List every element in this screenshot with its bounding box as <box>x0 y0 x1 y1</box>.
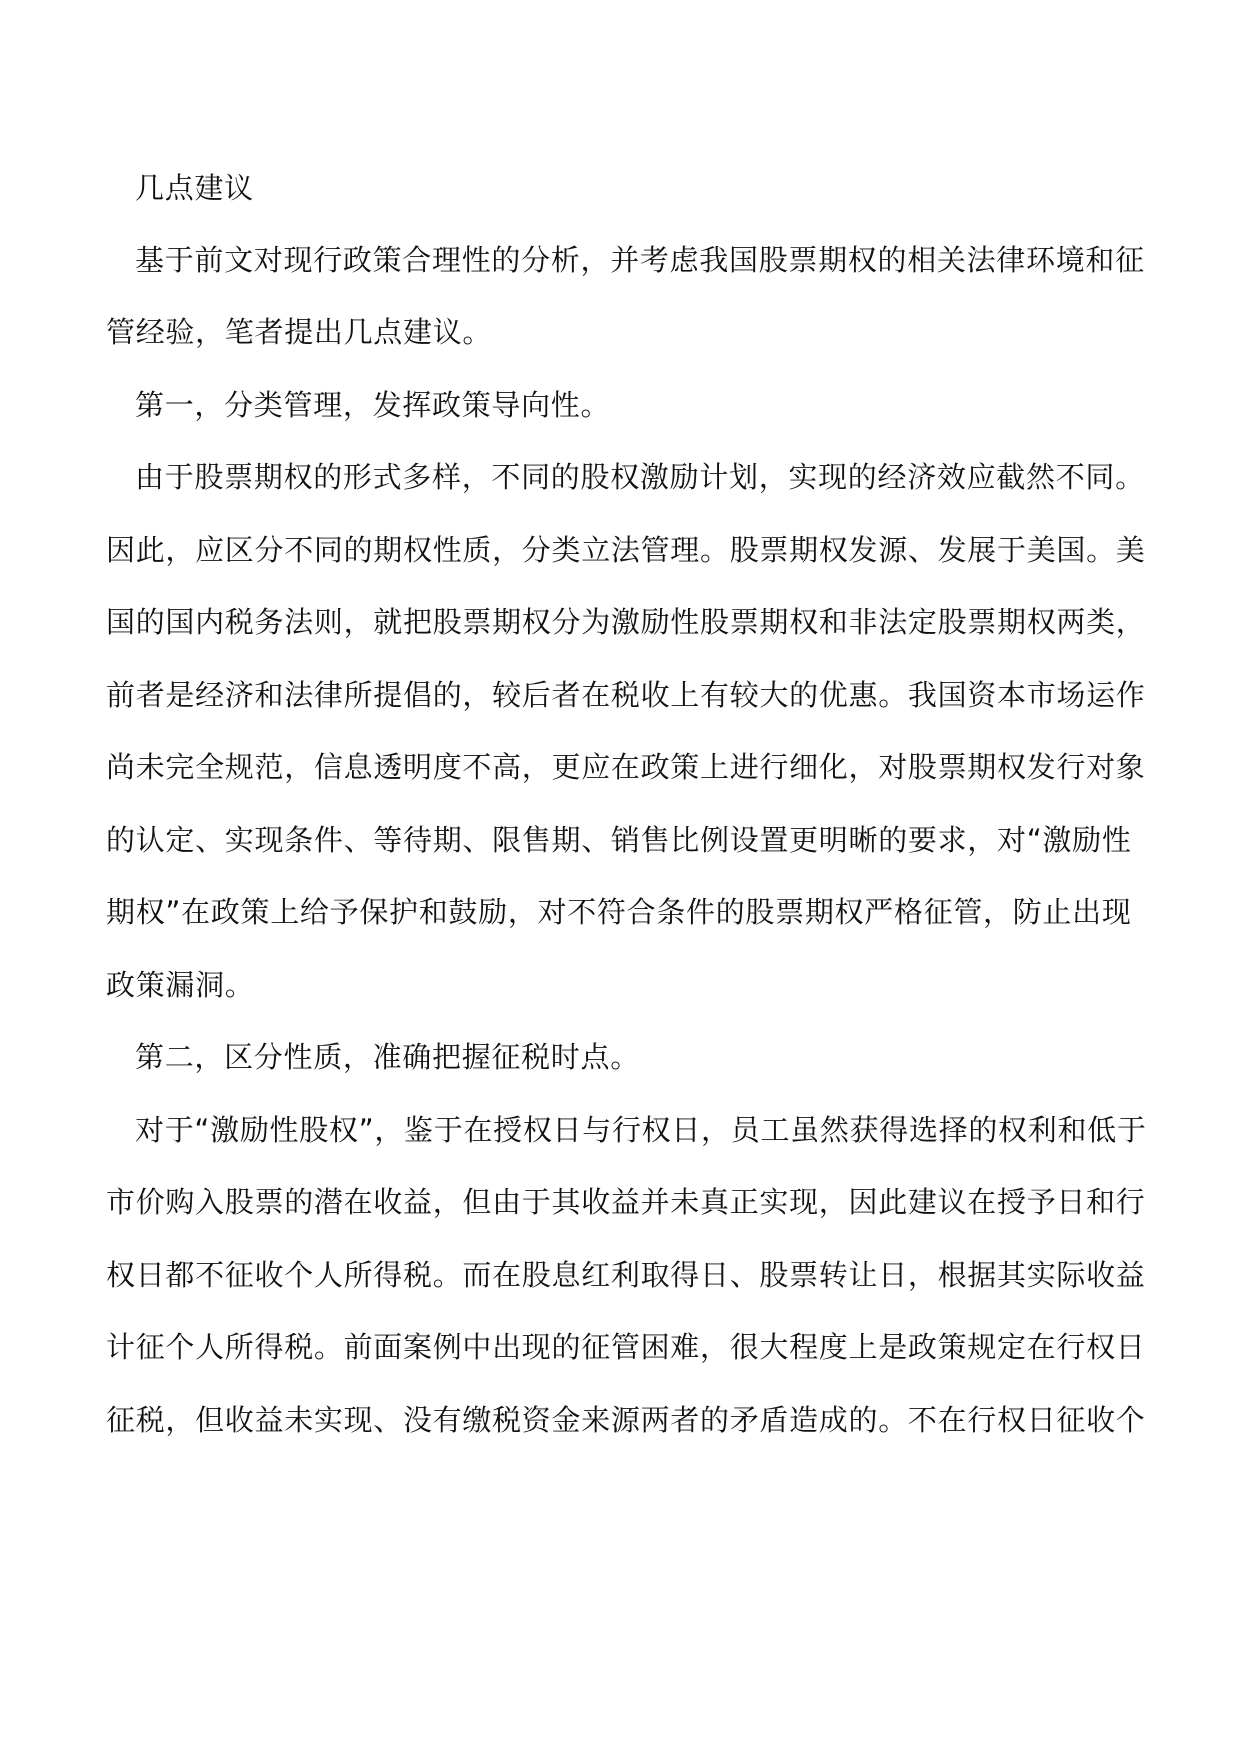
paragraph-line: 期权”在政策上给予保护和鼓励，对不符合条件的股票期权严格征管，防止出现 <box>106 895 1132 929</box>
paragraph-line: 管经验，笔者提出几点建议。 <box>106 315 493 349</box>
paragraph-line: 尚未完全规范，信息透明度不高，更应在政策上进行细化，对股票期权发行对象 <box>106 750 1146 784</box>
paragraph-line: 计征个人所得税。前面案例中出现的征管困难，很大程度上是政策规定在行权日 <box>106 1330 1146 1364</box>
paragraph-line: 第二，区分性质，准确把握征税时点。 <box>135 1040 640 1074</box>
section-heading: 几点建议 <box>135 171 254 205</box>
paragraph-line: 第一，分类管理，发挥政策导向性。 <box>135 388 611 422</box>
paragraph-line: 因此，应区分不同的期权性质，分类立法管理。股票期权发源、发展于美国。美 <box>106 533 1146 567</box>
paragraph-line: 的认定、实现条件、等待期、限售期、销售比例设置更明晰的要求，对“激励性 <box>106 823 1132 857</box>
paragraph-line: 权日都不征收个人所得税。而在股息红利取得日、股票转让日，根据其实际收益 <box>106 1258 1146 1292</box>
paragraph-line: 国的国内税务法则，就把股票期权分为激励性股票期权和非法定股票期权两类， <box>106 605 1146 639</box>
paragraph-line: 对于“激励性股权”，鉴于在授权日与行权日，员工虽然获得选择的权利和低于 <box>135 1113 1147 1147</box>
paragraph-line: 基于前文对现行政策合理性的分析，并考虑我国股票期权的相关法律环境和征 <box>135 243 1145 277</box>
paragraph-line: 由于股票期权的形式多样，不同的股权激励计划，实现的经济效应截然不同。 <box>135 460 1145 494</box>
paragraph-line: 市价购入股票的潜在收益，但由于其收益并未真正实现，因此建议在授予日和行 <box>106 1185 1146 1219</box>
paragraph-line: 征税，但收益未实现、没有缴税资金来源两者的矛盾造成的。不在行权日征收个 <box>106 1403 1146 1437</box>
paragraph-line: 政策漏洞。 <box>106 968 255 1002</box>
paragraph-line: 前者是经济和法律所提倡的，较后者在税收上有较大的优惠。我国资本市场运作 <box>106 678 1146 712</box>
